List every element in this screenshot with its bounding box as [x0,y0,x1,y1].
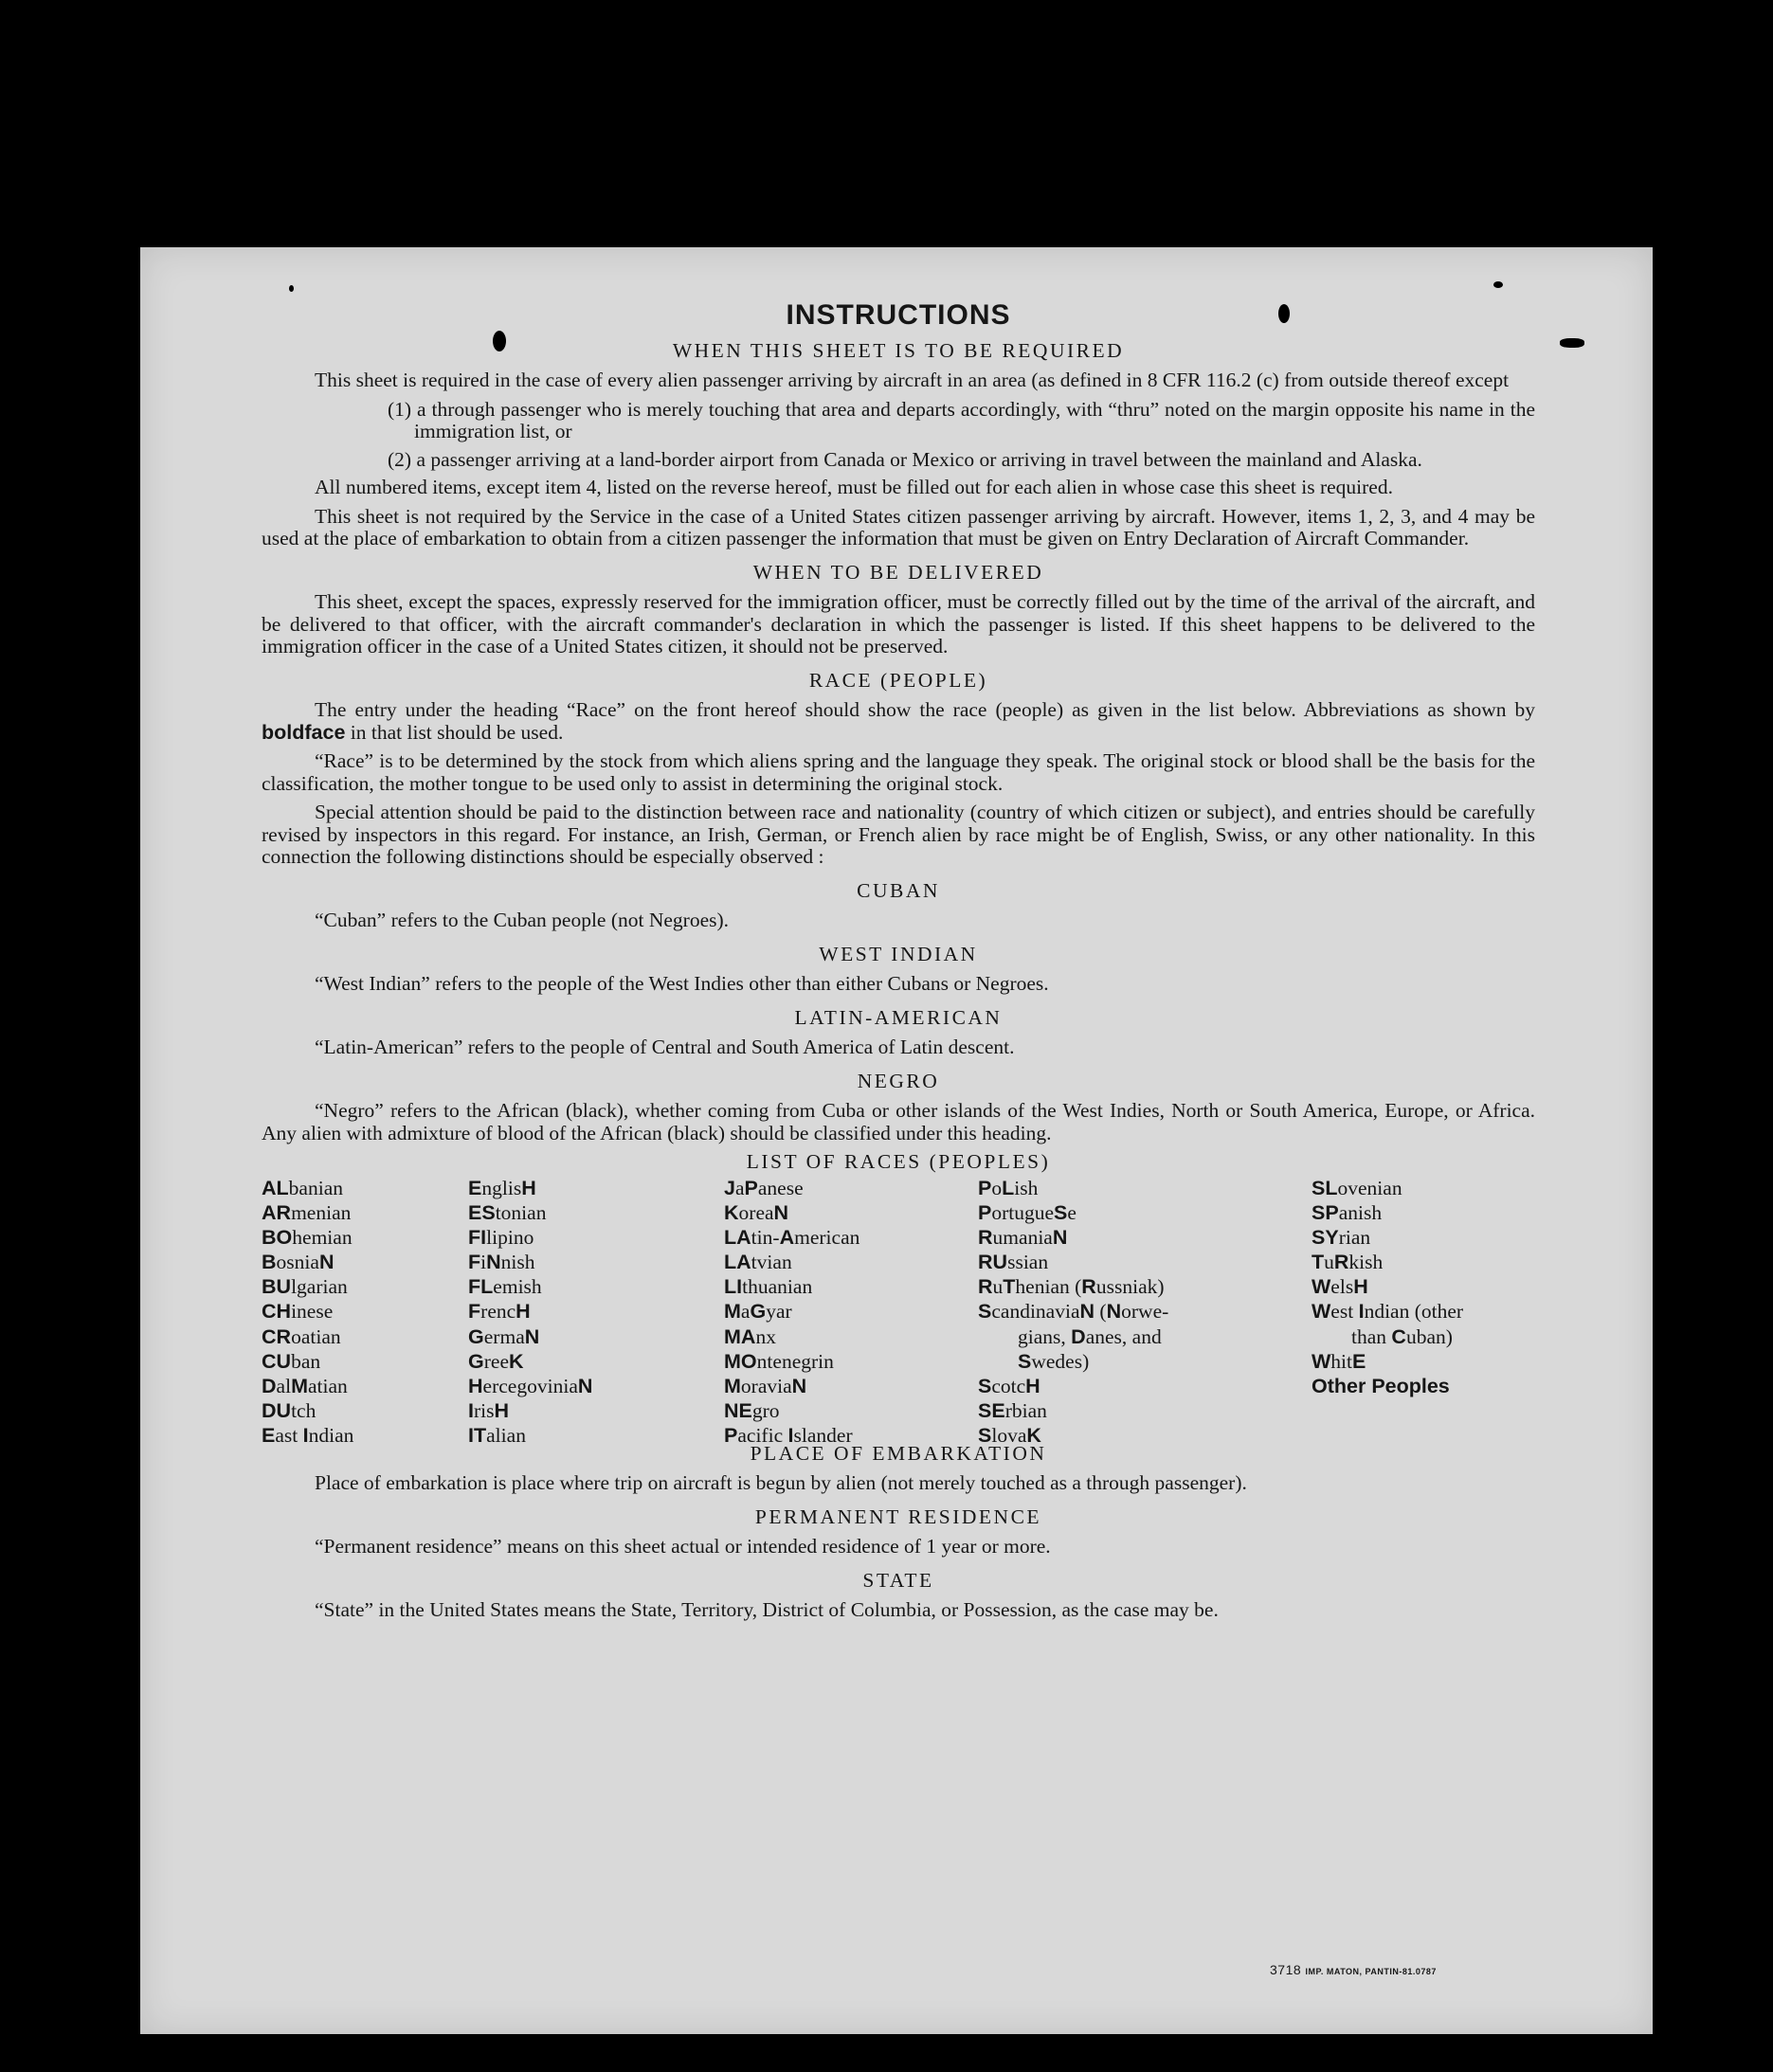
race-entry: RUssian [978,1251,1049,1274]
heading-cuban: CUBAN [857,878,940,902]
race-entry: ALbanian [262,1176,343,1199]
exception-item-2: (2) a passenger arriving at a land-border airport from Canada or Mexico or arriving in travel between the mainland and Alaska. [388,447,1422,471]
race-entry: NEgro [724,1399,780,1423]
paragraph: “Latin-American” refers to the people of Central and South America of Latin descent. [315,1036,1015,1058]
paragraph: Special attention should be paid to the distinction between race and nationality (country of which citizen or subject), and entries should be carefully revised by inspectors in this regard. For instance, an Irish, German, or French alien by race might be of English, Swiss, or any other nationality. In this connection the following distinctions should be especially observed : [262,801,1535,868]
paragraph: “State” in the United States means the State, Territory, District of Columbia, or Possession, as the case may be. [315,1598,1219,1621]
race-entry: RumaniaN [978,1225,1068,1249]
form-number: 3718 [1270,1962,1302,1977]
ink-spot [1493,281,1503,288]
paragraph: All numbered items, except item 4, listed on the reverse hereof, must be filled out for each alien in whose case this sheet is required. [315,476,1393,498]
race-column-1 [262,1176,353,1449]
race-entry: WelsH [1312,1275,1368,1299]
paragraph: “Permanent residence” means on this sheet actual or intended residence of 1 year or more. [315,1535,1051,1558]
race-entry: PoLish [978,1176,1039,1199]
heading-when-delivered: WHEN TO BE DELIVERED [752,560,1044,584]
paragraph [262,699,1535,744]
paragraph: “Cuban” refers to the Cuban people (not Negroes). [315,909,730,931]
page-title: INSTRUCTIONS [786,299,1011,331]
race-entry: FIlipino [468,1225,534,1249]
race-column-2 [468,1176,592,1449]
race-entry: MoraviaN [724,1375,807,1397]
race-entry: DUtch [262,1399,317,1423]
race-entry: SPanish [1312,1200,1383,1224]
heading-list-of-races: LIST OF RACES (PEOPLES) [746,1150,1051,1173]
race-entry: MAnx [724,1324,776,1348]
race-entry: CRoatian [262,1324,341,1348]
paragraph: “West Indian” refers to the people of the West Indies other than either Cubans or Negroes. [315,972,1049,995]
race-entry: BOhemian [262,1225,353,1249]
race-entry: SErbian [978,1399,1047,1423]
race-entry: JaPanese [724,1176,804,1199]
race-entry: CUban [262,1349,321,1373]
race-entry: CHinese [262,1300,334,1324]
instructions-body [262,299,1535,1629]
race-column-3 [724,1176,859,1449]
race-entry: LAtvian [724,1251,792,1274]
race-entry: SYrian [1312,1225,1371,1249]
race-entry: KoreaN [724,1200,789,1224]
paragraph: “Race” is to be determined by the stock from which aliens spring and the language they speak. The original stock or blood shall be the basis for the classification, the mother tongue to be used only to assist in determining the original stock. [262,749,1535,795]
races-list [262,1176,1535,1448]
race-entry: RuThenian (Russniak) [978,1275,1165,1299]
text: in that list should be used. [350,720,564,744]
race-entry: EnglisH [468,1176,536,1199]
race-entry: GermaN [468,1324,540,1348]
ink-spot [289,285,294,292]
race-entry: SlovaK [978,1424,1041,1448]
race-entry: ScandinaviaN (Norwe- [978,1300,1169,1324]
heading-negro: NEGRO [857,1069,940,1092]
race-entry: PortugueSe [978,1200,1076,1224]
heading-embarkation: PLACE OF EMBARKATION [750,1441,1047,1465]
race-entry: MOntenegrin [724,1349,834,1373]
race-entry: SLovenian [1312,1176,1402,1199]
printer-imprint [1270,1962,1437,1977]
heading-state: STATE [862,1568,934,1592]
heading-residence: PERMANENT RESIDENCE [754,1504,1042,1528]
race-entry: West Indian (other [1312,1300,1464,1324]
race-entry: EStonian [468,1200,547,1224]
paragraph: This sheet is required in the case of every alien passenger arriving by aircraft in an area (as defined in 8 CFR 116.2 (c) from outside thereof except [315,369,1510,391]
race-entry: BUlgarian [262,1275,348,1299]
race-entry: Other Peoples [1312,1375,1450,1397]
race-entry: TuRkish [1312,1251,1384,1274]
text: The entry under the heading “Race” on the front hereof should show the race (people) as given in the list below. Abbreviations as shown by [315,698,1535,721]
boldface-term: boldface [262,720,346,744]
heading-west-indian: WEST INDIAN [819,942,978,965]
heading-when-required: WHEN THIS SHEET IS TO BE REQUIRED [672,338,1125,362]
race-entry: East Indian [262,1424,354,1448]
race-entry: WhitE [1312,1349,1366,1373]
race-column-5 [1312,1176,1463,1399]
race-entry: LIthuanian [724,1275,813,1299]
race-entry: ARmenian [262,1200,352,1224]
race-entry: FLemish [468,1275,542,1299]
race-entry: IrisH [468,1399,510,1423]
ink-spot [1560,338,1584,348]
race-entry: HercegoviniaN [468,1375,593,1397]
paragraph: This sheet, except the spaces, expressly reserved for the immigration officer, must be correctly filled out by the time of the arrival of the aircraft, and be delivered to that officer, with the aircraft commander's declaration in which the passenger is listed. If this sheet happens to be delivered to the immigration officer in the case of a United States citizen, it should not be preserved. [262,590,1535,658]
race-entry: than Cuban) [1351,1324,1453,1348]
race-entry: DalMatian [262,1375,348,1397]
race-entry: FrencH [468,1300,531,1324]
paragraph: This sheet is not required by the Service in the case of a United States citizen passenger arriving by aircraft. However, items 1, 2, 3, and 4 may be used at the place of embarkation to obtain from a citizen passenger the information that must be given on Entry Declaration of Aircraft Commander. [262,504,1535,550]
race-entry: Swedes) [1018,1349,1090,1373]
race-entry: BosniaN [262,1251,335,1274]
race-column-4 [978,1176,1168,1449]
race-entry: ScotcH [978,1375,1040,1397]
race-entry: LAtin-American [724,1225,860,1249]
printer-name: IMP. MATON, PANTIN-81.0787 [1305,1967,1437,1976]
race-entry: MaGyar [724,1300,792,1324]
race-entry: ITalian [468,1424,526,1448]
race-entry: gians, Danes, and [1018,1324,1162,1348]
race-entry: FiNnish [468,1251,535,1274]
race-entry: Pacific Islander [724,1424,853,1448]
document-sheet [140,247,1653,2034]
paragraph: Place of embarkation is place where trip on aircraft is begun by alien (not merely touched as a through passenger). [315,1471,1247,1494]
heading-latin-american: LATIN-AMERICAN [794,1005,1003,1029]
race-entry: GreeK [468,1349,524,1373]
paragraph: “Negro” refers to the African (black), whether coming from Cuba or other islands of the West Indies, North or South America, Europe, or Africa. Any alien with admixture of blood of the African (black) should be classified under this heading. [262,1099,1535,1144]
exception-item-1: (1) a through passenger who is merely touching that area and departs accordingly, with “thru” noted on the margin opposite his name in the immigration list, or [388,397,1535,442]
heading-race: RACE (PEOPLE) [808,668,988,692]
